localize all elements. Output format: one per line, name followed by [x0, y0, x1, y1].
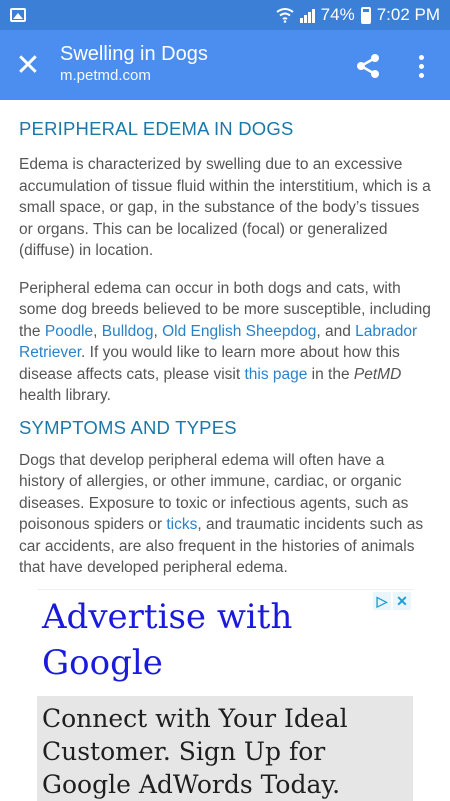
ad-body-text[interactable]: Connect with Your Ideal Customer. Sign Up for Google AdWords Today.: [42, 704, 348, 799]
ad-headline[interactable]: Advertise with Google: [42, 597, 293, 683]
ad-badges: [373, 592, 411, 610]
title-block: [60, 42, 208, 86]
link-ticks[interactable]: ticks: [166, 516, 198, 533]
battery-percent: 74%: [320, 5, 355, 24]
overflow-menu-icon[interactable]: [406, 50, 436, 82]
page-url: m.petmd.com: [60, 67, 151, 84]
page-title: Swelling in Dogs: [60, 43, 208, 65]
link-bulldog[interactable]: Bulldog: [101, 322, 154, 340]
advertisement-banner[interactable]: [37, 589, 413, 801]
battery-icon: [361, 7, 371, 24]
link-this-page[interactable]: this page: [244, 365, 308, 383]
custom-tab-toolbar: [0, 30, 450, 100]
petmd-brand: PetMD: [353, 365, 402, 383]
link-poodle[interactable]: Poodle: [44, 322, 94, 340]
ad-body-panel[interactable]: [37, 696, 413, 801]
close-icon: ✕: [15, 49, 41, 82]
paragraph-breeds: Peripheral edema can occur in both dogs and cats, with some dog breeds believed to be more susceptible, including the Poodle, Bulldog, Old English Sheepdog, and Labrador Retriever. If you would like to learn more about how this disease affects cats, please visit this page in the PetMD health library.: [19, 279, 431, 404]
signal-icon: [300, 7, 315, 23]
article-content: [19, 116, 434, 579]
wifi-icon: [276, 7, 294, 23]
paragraph-symptoms: Dogs that develop peripheral edema will often have a history of allergies, or other immune, cardiac, or organic diseases. Exposure to toxic or infectious agents, such as poisonous spiders or ticks, and traumatic incidents such as car accidents, are also frequent in the histories of animals that have developed peripheral edema.: [19, 451, 424, 576]
close-button[interactable]: [10, 48, 46, 84]
section-heading-symptoms: SYMPTOMS AND TYPES: [19, 416, 237, 438]
link-old-english-sheepdog[interactable]: Old English Sheepdog: [162, 322, 317, 340]
section-heading-peripheral-edema: PERIPHERAL EDEMA IN DOGS: [19, 118, 294, 139]
gallery-notification-icon: [10, 8, 26, 22]
share-icon[interactable]: [352, 50, 384, 82]
paragraph-definition: Edema is characterized by swelling due to an excessive accumulation of tissue fluid within the interstitium, which is a small space, or gap, in the substance of the body’s tissues or organs. This can be localized (focal) or generalized (diffuse) in location.: [19, 156, 431, 259]
status-bar: [0, 0, 450, 30]
clock: 7:02 PM: [376, 5, 440, 24]
ad-close-icon[interactable]: ✕: [393, 592, 411, 610]
link-labrador-retriever[interactable]: Labrador Retriever: [19, 322, 418, 361]
adchoices-icon[interactable]: ▷: [373, 592, 391, 610]
